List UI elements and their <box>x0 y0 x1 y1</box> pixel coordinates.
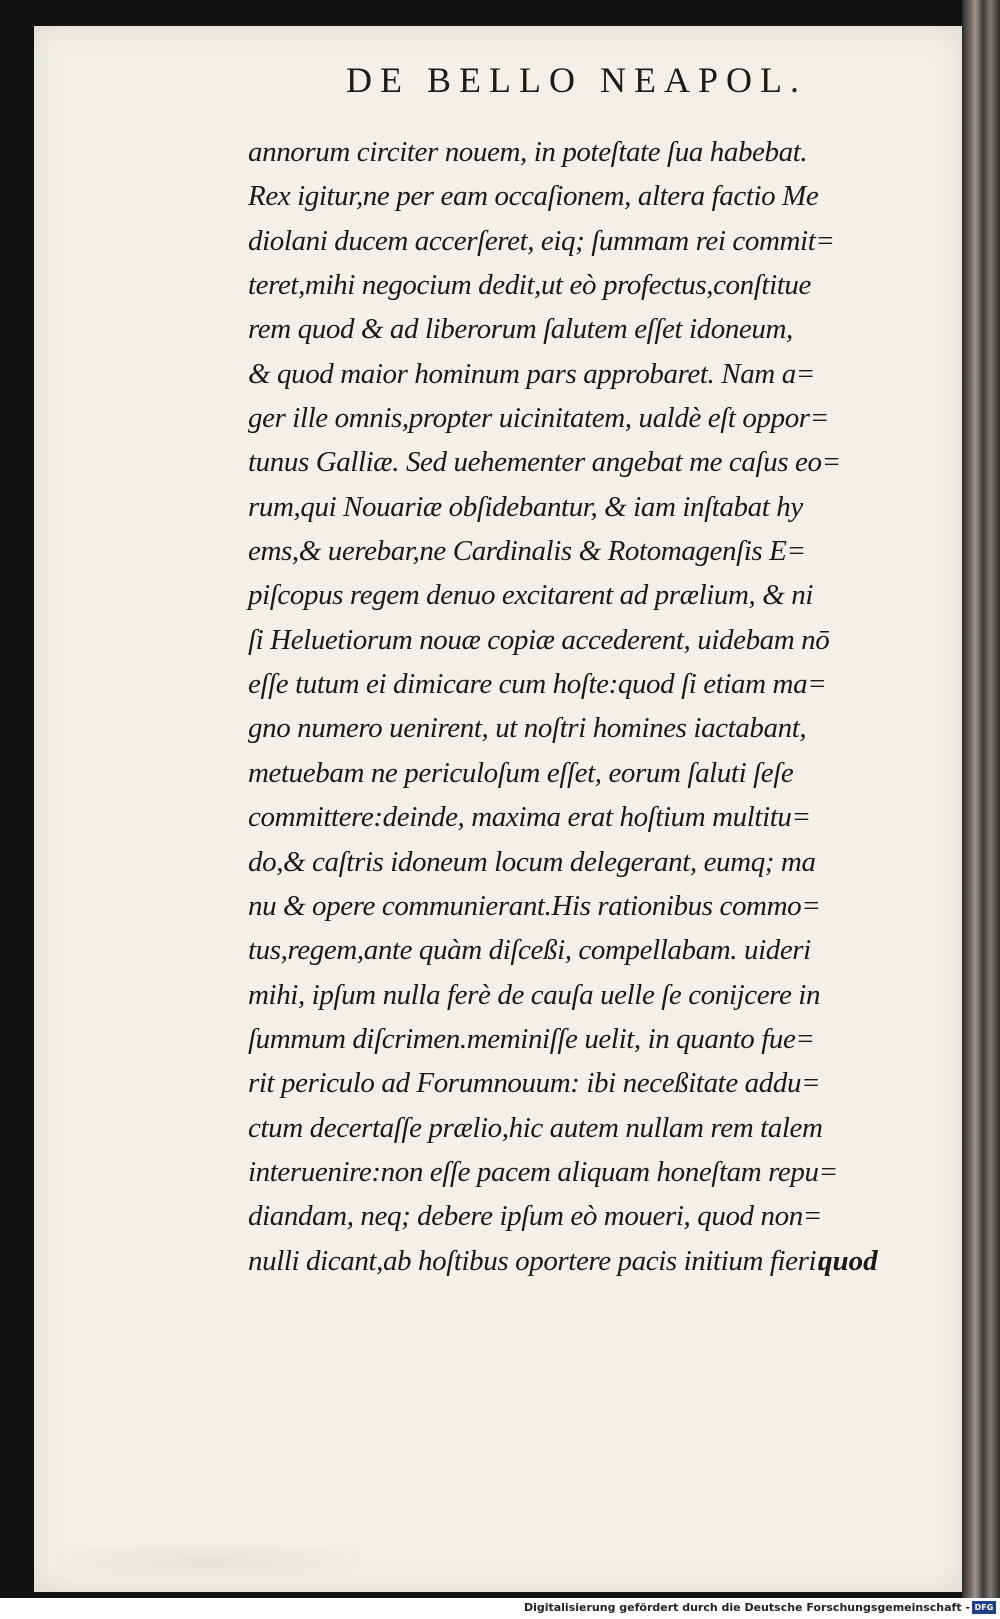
text-line: ſummum diſcrimen.meminiſſe uelit, in quanto fue= <box>248 1022 815 1055</box>
text-line: committere:deinde, maxima erat hoſtium multitu= <box>248 801 811 834</box>
text-line: rem quod & ad liberorum ſalutem eſſet idoneum, <box>248 313 793 346</box>
text-line: rum,qui Nouariæ obſidebantur, & iam inſtabat hy <box>248 490 803 523</box>
text-line: annorum circiter nouem, in poteſtate ſua habebat. <box>248 136 808 168</box>
text-line: Rex igitur,ne per eam occaſionem, altera factio Me <box>248 180 819 213</box>
text-line: tunus Galliæ. Sed uehementer angebat me caſus eo= <box>248 446 841 479</box>
text-line: & quod maior hominum pars approbaret. Nam a= <box>248 357 815 390</box>
text-line: ger ille omnis,propter uicinitatem, ualdè eſt oppor= <box>248 402 829 435</box>
text-line: metuebam ne periculoſum eſſet, eorum ſaluti ſeſe <box>248 756 794 789</box>
text-line: piſcopus regem denuo excitarent ad prælium, & ni <box>248 579 814 612</box>
text-line: diandam, neq; debere ipſum eò moueri, quod non= <box>248 1200 822 1233</box>
text-line: ems,& uerebar,ne Cardinalis & Rotomagenſis E= <box>248 535 806 568</box>
dfg-logo-icon: DFG <box>972 1601 996 1614</box>
catchword: quod <box>818 1245 878 1277</box>
book-edge-strip <box>962 0 1000 1598</box>
text-line: interuenire:non eſſe pacem aliquam honeſtam repu= <box>248 1155 838 1188</box>
text-line: eſſe tutum ei dimicare cum hoſte:quod ſi etiam ma= <box>248 668 827 701</box>
text-body <box>248 130 898 1283</box>
text-line: nu & opere communierant.His rationibus commo= <box>248 889 821 922</box>
text-line: gno numero uenirent, ut noſtri homines iactabant, <box>248 712 807 745</box>
footer-bar <box>0 1598 1000 1619</box>
text-line: do,& caſtris idoneum locum delegerant, eumq; ma <box>248 845 816 878</box>
text-line: ſi Heluetiorum nouæ copiæ accederent, uidebam nō <box>248 623 830 656</box>
text-line: teret,mihi negocium dedit,ut eò profectus,conſtitue <box>248 269 811 302</box>
text-line: ctum decertaſſe prælio,hic autem nullam rem talem <box>248 1111 823 1144</box>
text-line: rit periculo ad Forumnouum: ibi neceßitate addu= <box>248 1067 821 1100</box>
text-line: diolani ducem accerſeret, eiq; ſummam rei commit= <box>248 224 835 257</box>
text-line: tus,regem,ante quàm diſceßi, compellabam. uideri <box>248 934 811 967</box>
text-line: nulli dicant,ab hoſtibus oportere pacis initium fieri: <box>248 1244 826 1277</box>
running-head: DE BELLO NEAPOL. <box>346 60 807 100</box>
funding-credit: Digitalisierung gefördert durch die Deutsche Forschungsgemeinschaft - <box>523 1601 970 1614</box>
paper-stain <box>59 1546 359 1576</box>
text-line: mihi, ipſum nulla ferè de cauſa uelle ſe conijcere in <box>248 978 821 1011</box>
